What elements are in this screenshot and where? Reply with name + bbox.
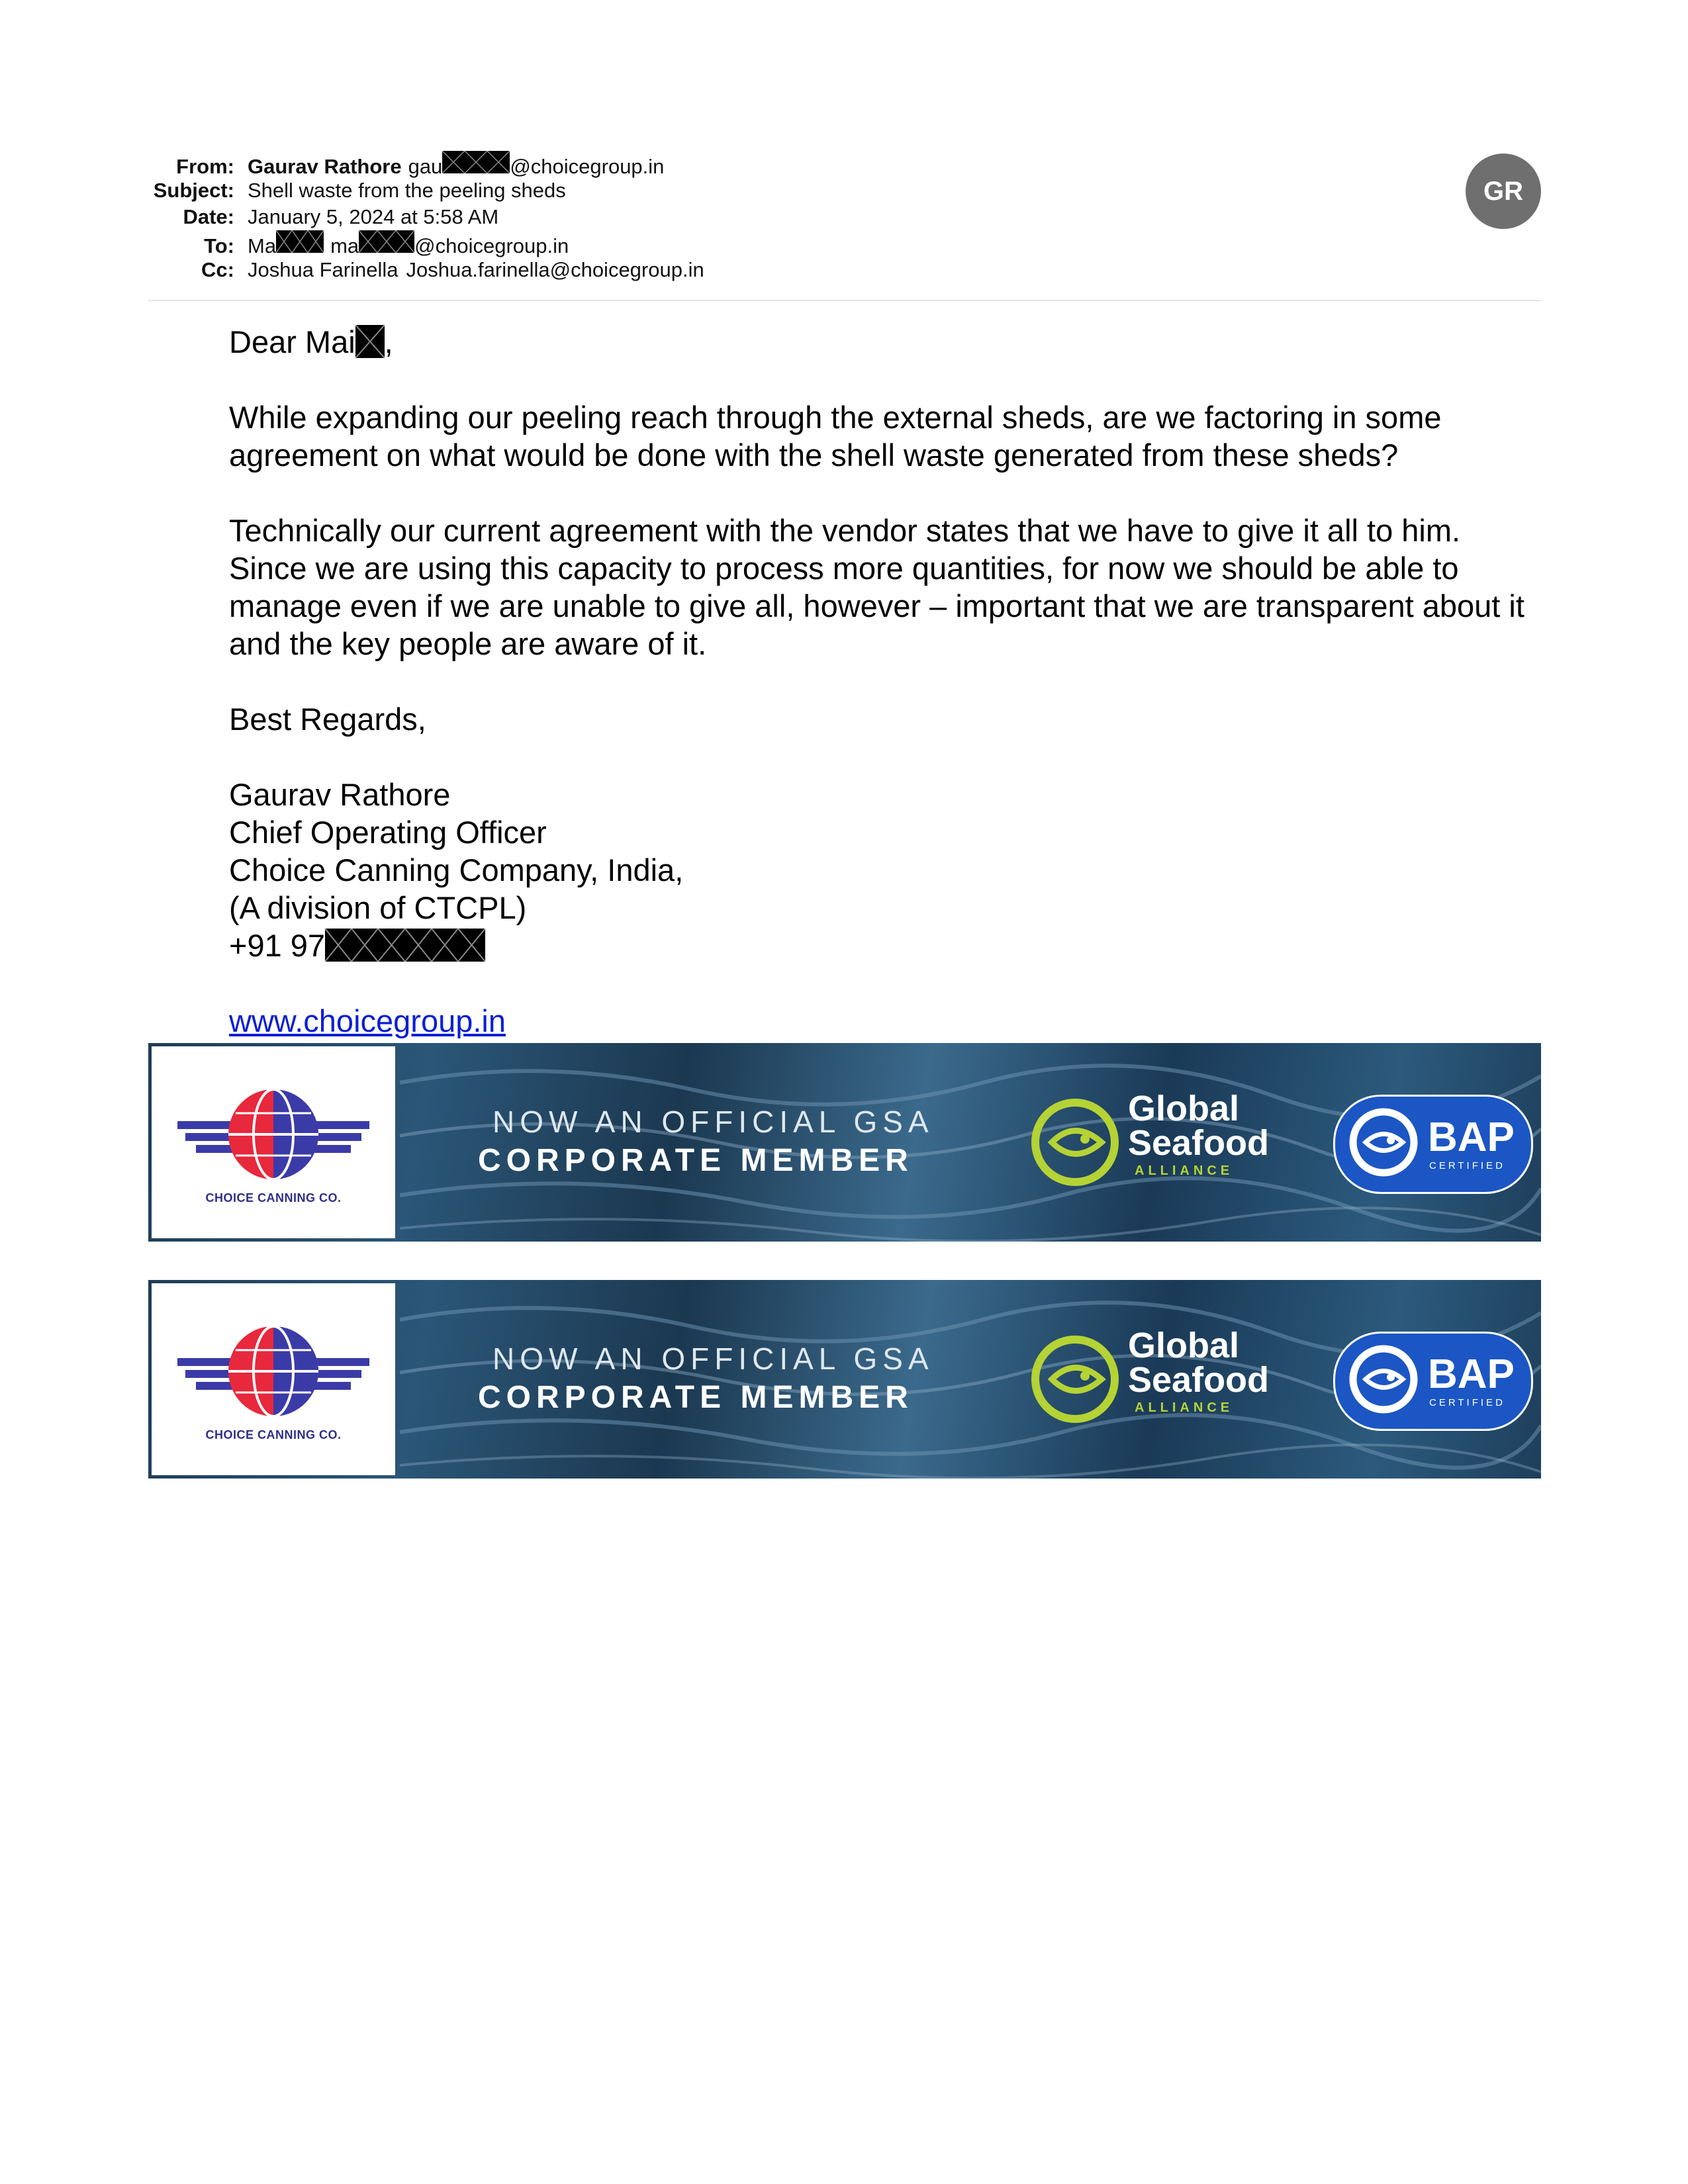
gsa-fish-icon	[1029, 1093, 1121, 1192]
to-row	[148, 230, 1538, 257]
avatar: GR	[1466, 154, 1541, 229]
bap-certified-badge	[1333, 1332, 1533, 1431]
bap-certified-text: CERTIFIED	[1429, 1160, 1505, 1171]
date-row	[148, 204, 1538, 230]
paragraph-1: While expanding our peeling reach through the external sheds, are we factoring in some agreement on what would be done with the shell waste generated from these sheds?	[229, 400, 1442, 473]
banner-headline-2: CORPORATE MEMBER	[478, 1380, 914, 1415]
redaction-block	[276, 230, 324, 253]
cc-row	[148, 257, 1538, 283]
closing: Best Regards,	[229, 702, 426, 737]
gsa-word-global: Global	[1128, 1326, 1240, 1365]
subject-value: Shell waste from the peeling sheds	[248, 179, 566, 202]
sender-email-start: gau	[408, 155, 443, 178]
greeting-text: Dear Mai	[229, 324, 355, 359]
redaction-block	[442, 151, 510, 173]
gsa-word-seafood: Seafood	[1128, 1360, 1270, 1400]
bap-certified-badge	[1333, 1095, 1533, 1194]
header-divider	[148, 300, 1541, 301]
gsa-fish-icon	[1029, 1330, 1121, 1429]
bap-word: BAP	[1428, 1351, 1515, 1397]
recipient-email-start: ma	[330, 234, 359, 257]
banner-headline-1: NOW AN OFFICIAL GSA	[492, 1105, 934, 1139]
gsa-word-global: Global	[1128, 1089, 1240, 1128]
recipient-name-start[interactable]: Ma	[248, 234, 277, 257]
bap-eye-icon	[1347, 1343, 1420, 1416]
email-body	[229, 323, 1546, 1040]
website-link[interactable]: www.choicegroup.in	[229, 1003, 506, 1038]
gsa-word-alliance: ALLIANCE	[1135, 1163, 1234, 1178]
redaction-block	[359, 230, 414, 253]
globe-wings-icon	[177, 1080, 369, 1186]
bap-certified-text: CERTIFIED	[1429, 1397, 1505, 1408]
greeting-comma: ,	[384, 324, 393, 359]
recipient-email-end: @choicegroup.in	[414, 234, 569, 257]
sender-email-end: @choicegroup.in	[510, 155, 665, 178]
sender-name[interactable]: Gaurav Rathore	[248, 155, 402, 178]
email-header	[148, 151, 1538, 283]
to-label: To:	[204, 234, 234, 257]
subject-row	[148, 177, 1538, 204]
signature-company: Choice Canning Company, India,	[229, 852, 684, 887]
choice-canning-logo	[152, 1046, 395, 1238]
banner-headline-2: CORPORATE MEMBER	[478, 1143, 914, 1178]
gsa-word-alliance: ALLIANCE	[1135, 1400, 1234, 1415]
bap-word: BAP	[1428, 1115, 1515, 1160]
date-label: Date:	[183, 205, 234, 228]
globe-wings-icon	[177, 1317, 369, 1423]
from-row	[148, 151, 1538, 177]
cc-name[interactable]: Joshua Farinella	[248, 258, 399, 281]
bap-eye-icon	[1347, 1106, 1420, 1179]
signature-phone	[229, 927, 1546, 964]
gsa-word-seafood: Seafood	[1128, 1123, 1270, 1163]
cc-email: Joshua.farinella@choicegroup.in	[406, 258, 704, 281]
gsa-logo	[1029, 1326, 1293, 1432]
signature-title: Chief Operating Officer	[229, 815, 547, 850]
subject-label: Subject:	[153, 179, 234, 202]
gsa-banner[interactable]	[148, 1280, 1541, 1479]
signature-division: (A division of CTCPL)	[229, 890, 527, 925]
redaction-block	[325, 929, 485, 962]
cc-label: Cc:	[201, 258, 234, 281]
redaction-block	[355, 325, 385, 358]
logo-caption: CHOICE CANNING CO.	[205, 1428, 342, 1441]
paragraph-2: Technically our current agreement with the vendor states that we have to give it all to him. Since we are using this capacity to process more quantities, for now we should be able to manage even if we are unable to give all, however – important that we are transparent about it and the key people are aware of it.	[229, 513, 1524, 661]
phone-text: +91 97	[229, 928, 326, 963]
choice-canning-logo	[152, 1283, 395, 1475]
banner-headline-1: NOW AN OFFICIAL GSA	[492, 1342, 934, 1376]
gsa-banner[interactable]	[148, 1043, 1541, 1242]
gsa-logo	[1029, 1089, 1293, 1195]
signature-name: Gaurav Rathore	[229, 777, 451, 812]
from-label: From:	[176, 155, 234, 178]
date-value: January 5, 2024 at 5:58 AM	[248, 205, 499, 228]
greeting	[229, 323, 1546, 361]
logo-caption: CHOICE CANNING CO.	[205, 1191, 342, 1205]
